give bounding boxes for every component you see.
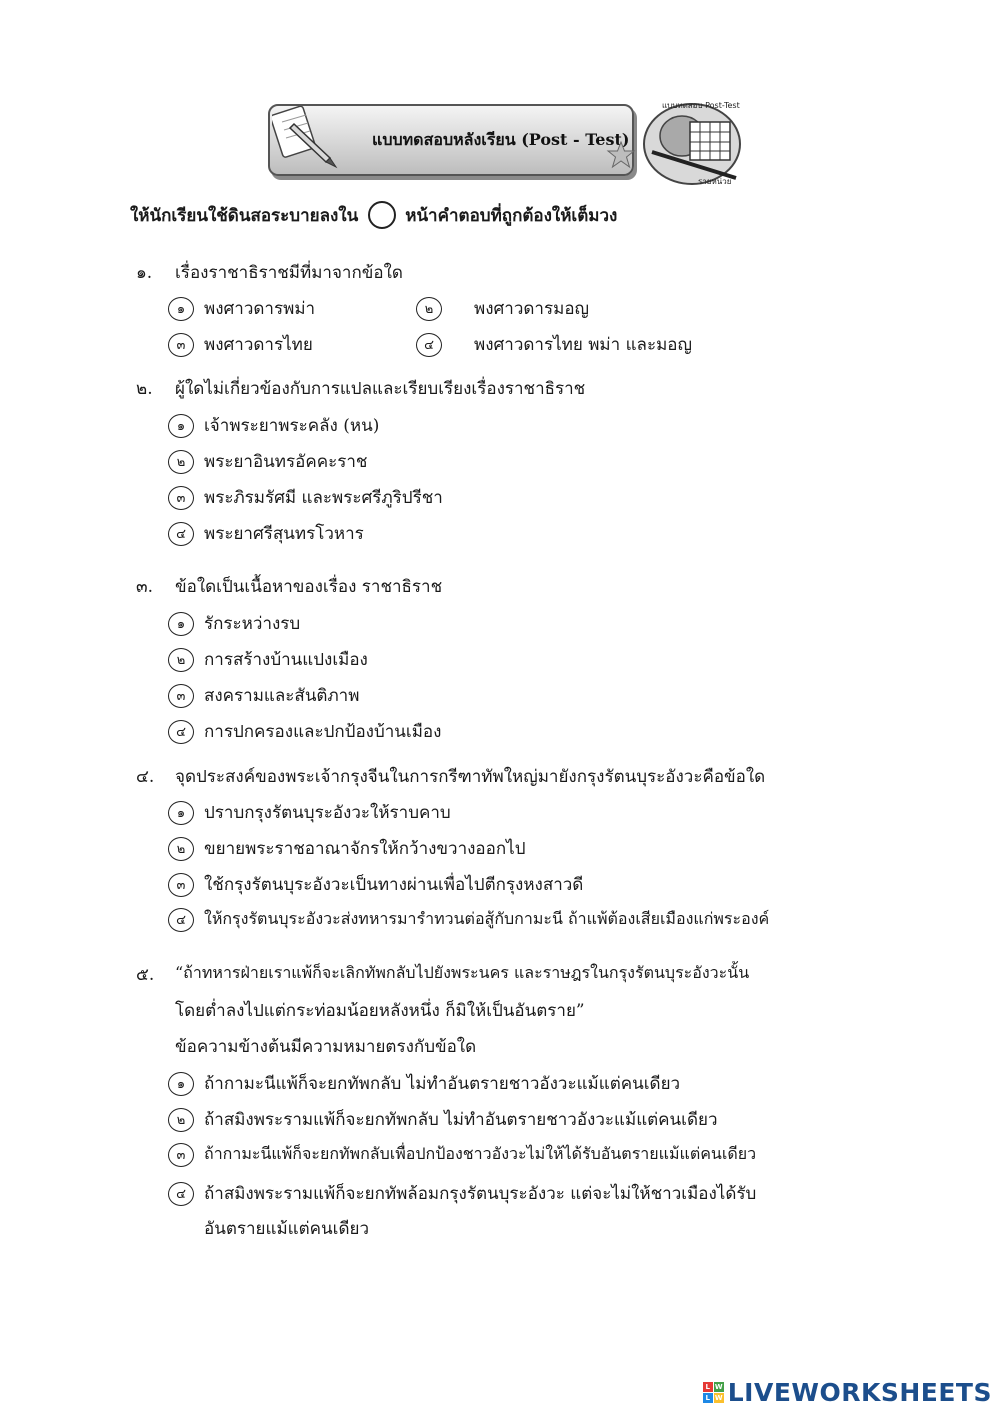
question-4-option-3[interactable]	[168, 871, 583, 898]
choice-bubble[interactable]: ๑	[168, 612, 194, 636]
choice-bubble[interactable]: ๑	[168, 1072, 194, 1096]
question-5-text-line-2: โดยต่ำลงไปแต่กระท่อมน้อยหลังหนึ่ง ก็มิให้เป็นอันตราย”	[175, 1001, 585, 1021]
choice-bubble[interactable]: ๒	[168, 450, 194, 474]
choice-bubble[interactable]: ๔	[168, 908, 194, 932]
option-text: พงศาวดารมอญ	[474, 299, 590, 319]
option-text: ถ้าสมิงพระรามแพ้ก็จะยกทัพกลับ ไม่ทำอันตรายชาวอังวะแม้แต่คนเดียว	[204, 1110, 718, 1130]
option-text: ถ้าสมิงพระรามแพ้ก็จะยกทัพล้อมกรุงรัตนบุระอังวะ แต่จะไม่ให้ชาวเมืองได้รับ	[204, 1184, 757, 1204]
choice-bubble[interactable]: ๒	[168, 1108, 194, 1132]
logo-tile: L	[703, 1393, 713, 1403]
question-2-option-3[interactable]	[168, 484, 443, 511]
choice-bubble[interactable]: ๔	[168, 522, 194, 546]
question-5-text-line-1: “ถ้าทหารฝ่ายเราแพ้ก็จะเลิกทัพกลับไปยังพระนคร และราษฎรในกรุงรัตนบุระอังวะนั้น	[175, 963, 750, 982]
question-3-text: ข้อใดเป็นเนื้อหาของเรื่อง ราชาธิราช	[175, 577, 443, 597]
brand-text: LIVEWORKSHEETS	[727, 1378, 992, 1407]
instruction-before: ให้นักเรียนใช้ดินสอระบายลงใน	[130, 205, 359, 226]
question-2-option-1[interactable]	[168, 412, 379, 439]
question-1-option-2[interactable]	[416, 295, 589, 322]
question-1-option-3[interactable]	[168, 331, 313, 358]
option-text: ให้กรุงรัตนบุระอังวะส่งทหารมารำทวนต่อสู้กับกามะนี ถ้าแพ้ต้องเสียเมืองแก่พระองค์	[204, 909, 770, 928]
question-2-number: ๒.	[136, 379, 153, 399]
choice-bubble[interactable]: ๓	[168, 1143, 194, 1167]
question-5-text-line-3: ข้อความข้างต้นมีความหมายตรงกับข้อใด	[175, 1037, 477, 1057]
option-text: ปราบกรุงรัตนบุระอังวะให้ราบคาบ	[204, 803, 451, 823]
question-5-option-4-continuation: อันตรายแม้แต่คนเดียว	[204, 1219, 370, 1239]
option-text: พระยาอินทรอัคคะราช	[204, 452, 368, 472]
question-2-option-4[interactable]	[168, 520, 364, 547]
badge-bottom-text: รายหน่วย	[698, 177, 732, 186]
choice-bubble[interactable]: ๓	[168, 333, 194, 357]
question-4-text: จุดประสงค์ของพระเจ้ากรุงจีนในการกรีฑาทัพใหญ่มายังกรุงรัตนบุระอังวะคือข้อใด	[175, 767, 766, 787]
option-text: พงศาวดารไทย พม่า และมอญ	[474, 335, 692, 355]
question-4-option-4[interactable]	[168, 907, 769, 932]
question-3-option-4[interactable]	[168, 718, 441, 745]
option-text: พงศาวดารไทย	[204, 335, 313, 355]
choice-bubble[interactable]: ๓	[168, 486, 194, 510]
question-1-text: เรื่องราชาธิราชมีที่มาจากข้อใด	[175, 263, 403, 283]
question-5-option-1[interactable]	[168, 1070, 680, 1097]
question-5-option-2[interactable]	[168, 1106, 718, 1133]
logo-tile: W	[714, 1394, 723, 1402]
question-4-option-1[interactable]	[168, 799, 451, 826]
option-text: ถ้ากามะนีแพ้ก็จะยกทัพกลับเพื่อปกป้องชาวอังวะไม่ให้ได้รับอันตรายแม้แต่คนเดียว	[204, 1144, 757, 1163]
instruction	[130, 201, 617, 229]
choice-bubble[interactable]: ๓	[168, 873, 194, 897]
answer-bubble-sample	[368, 201, 396, 229]
question-1-option-4[interactable]	[416, 331, 692, 358]
instruction-after: หน้าคำตอบที่ถูกต้องให้เต็มวง	[405, 205, 618, 226]
question-3-option-2[interactable]	[168, 646, 368, 673]
choice-bubble[interactable]: ๒	[168, 648, 194, 672]
choice-bubble[interactable]: ๑	[168, 801, 194, 825]
question-1-option-1[interactable]	[168, 295, 315, 322]
choice-bubble[interactable]: ๒	[416, 297, 442, 321]
option-text: การสร้างบ้านแปงเมือง	[204, 650, 368, 670]
option-text: สงครามและสันติภาพ	[204, 686, 360, 706]
choice-bubble[interactable]: ๑	[168, 414, 194, 438]
choice-bubble[interactable]: ๔	[168, 1182, 194, 1206]
liveworksheets-logo	[703, 1378, 992, 1407]
question-4-number: ๔.	[136, 767, 155, 787]
question-2-text: ผู้ใดไม่เกี่ยวข้องกับการแปลและเรียบเรียงเรื่องราชาธิราช	[175, 379, 586, 399]
choice-bubble[interactable]: ๔	[416, 333, 442, 357]
question-5-option-4[interactable]	[168, 1180, 756, 1207]
question-4-option-2[interactable]	[168, 835, 526, 862]
choice-bubble[interactable]: ๔	[168, 720, 194, 744]
option-text: รักระหว่างรบ	[204, 614, 301, 634]
logo-tile: L	[703, 1382, 713, 1392]
star-icon	[606, 140, 636, 170]
option-text: พระภิรมรัศมี และพระศรีภูริปรีชา	[204, 488, 443, 508]
question-3-number: ๓.	[136, 577, 154, 597]
logo-tile: W	[714, 1383, 723, 1391]
post-test-badge-icon	[640, 92, 744, 188]
question-3-option-3[interactable]	[168, 682, 359, 709]
liveworksheets-logo-icon	[703, 1382, 724, 1403]
option-text: พระยาศรีสุนทรโวหาร	[204, 524, 364, 544]
page-title: แบบทดสอบหลังเรียน (Post - Test)	[372, 130, 630, 149]
question-3-option-1[interactable]	[168, 610, 300, 637]
option-text: ขยายพระราชอาณาจักรให้กว้างขวางออกไป	[204, 839, 526, 859]
option-text: การปกครองและปกป้องบ้านเมือง	[204, 722, 442, 742]
pencil-icon	[272, 106, 340, 170]
option-text: เจ้าพระยาพระคลัง (หน)	[204, 416, 380, 436]
question-2-option-2[interactable]	[168, 448, 367, 475]
choice-bubble[interactable]: ๒	[168, 837, 194, 861]
question-5-number: ๕.	[136, 965, 155, 985]
choice-bubble[interactable]: ๓	[168, 684, 194, 708]
badge-top-text: แบบทดสอบ Post-Test	[662, 101, 740, 110]
choice-bubble[interactable]: ๑	[168, 297, 194, 321]
option-text: ถ้ากามะนีแพ้ก็จะยกทัพกลับ ไม่ทำอันตรายชาวอังวะแม้แต่คนเดียว	[204, 1074, 681, 1094]
question-5-option-3[interactable]	[168, 1142, 756, 1167]
question-1-number: ๑.	[136, 263, 153, 283]
option-text: ใช้กรุงรัตนบุระอังวะเป็นทางผ่านเพื่อไปตีกรุงหงสาวดี	[204, 875, 584, 895]
option-text: พงศาวดารพม่า	[204, 299, 316, 319]
